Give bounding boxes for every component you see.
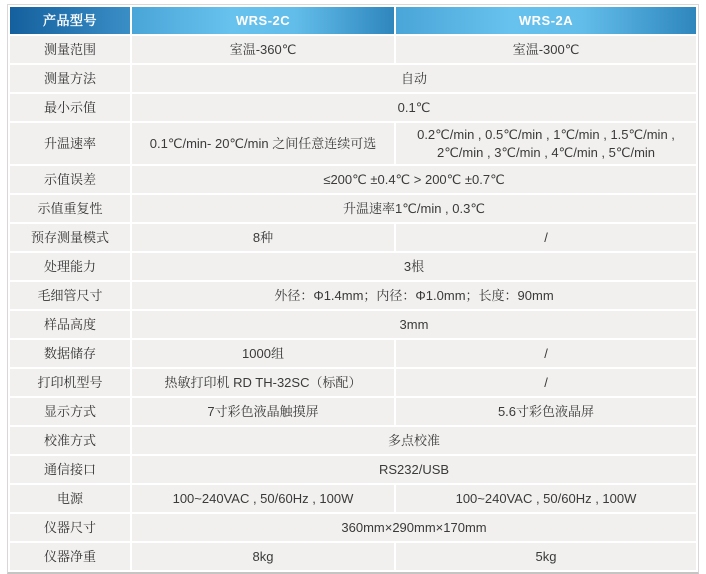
spec-value-both: RS232/USB (132, 456, 696, 483)
spec-value-both: 外径：Φ1.4mm；内径：Φ1.0mm；长度：90mm (132, 282, 696, 309)
spec-row-label: 样品高度 (10, 311, 130, 338)
spec-value-both: 3mm (132, 311, 696, 338)
spec-value-wrs-2a: 5.6寸彩色液晶屏 (396, 398, 696, 425)
spec-table-container (7, 4, 699, 574)
spec-row-label: 仪器净重 (10, 543, 130, 570)
spec-row (10, 369, 696, 396)
spec-value-wrs-2c: 热敏打印机 RD TH-32SC（标配） (132, 369, 394, 396)
spec-row (10, 253, 696, 280)
spec-row (10, 65, 696, 92)
spec-row (10, 427, 696, 454)
spec-row-label: 测量范围 (10, 36, 130, 63)
spec-value-wrs-2c: 8种 (132, 224, 394, 251)
spec-row (10, 340, 696, 367)
spec-row-label: 仪器尺寸 (10, 514, 130, 541)
spec-value-wrs-2c: 100~240VAC , 50/60Hz , 100W (132, 485, 394, 512)
spec-value-both: 多点校准 (132, 427, 696, 454)
spec-row-label: 校准方式 (10, 427, 130, 454)
spec-row-label: 示值误差 (10, 166, 130, 193)
spec-value-both: ≤200℃ ±0.4℃ > 200℃ ±0.7℃ (132, 166, 696, 193)
spec-value-both: 3根 (132, 253, 696, 280)
spec-row (10, 311, 696, 338)
header-wrs-2a: WRS-2A (396, 7, 696, 34)
spec-row-label: 升温速率 (10, 123, 130, 164)
spec-value-wrs-2c: 8kg (132, 543, 394, 570)
header-product-model: 产品型号 (10, 7, 130, 34)
spec-value-wrs-2a: 100~240VAC , 50/60Hz , 100W (396, 485, 696, 512)
spec-value-wrs-2c: 7寸彩色液晶触摸屏 (132, 398, 394, 425)
spec-row-label: 打印机型号 (10, 369, 130, 396)
spec-value-wrs-2a: / (396, 224, 696, 251)
header-row (10, 7, 696, 34)
header-wrs-2c: WRS-2C (132, 7, 394, 34)
spec-table-body (10, 36, 696, 570)
spec-value-both: 升温速率1℃/min , 0.3℃ (132, 195, 696, 222)
spec-row (10, 195, 696, 222)
spec-row (10, 456, 696, 483)
spec-row-label: 测量方法 (10, 65, 130, 92)
spec-row (10, 398, 696, 425)
spec-value-wrs-2a: 室温-300℃ (396, 36, 696, 63)
spec-row (10, 485, 696, 512)
spec-value-wrs-2a: 5kg (396, 543, 696, 570)
spec-value-both: 自动 (132, 65, 696, 92)
spec-row-label: 通信接口 (10, 456, 130, 483)
spec-value-wrs-2c: 1000组 (132, 340, 394, 367)
spec-value-both: 360mm×290mm×170mm (132, 514, 696, 541)
spec-row (10, 282, 696, 309)
spec-value-wrs-2a: 0.2℃/min , 0.5℃/min , 1℃/min , 1.5℃/min , 2℃/min , 3℃/min , 4℃/min , 5℃/min (396, 123, 696, 164)
spec-row (10, 224, 696, 251)
spec-row (10, 36, 696, 63)
spec-row (10, 123, 696, 164)
spec-value-wrs-2c: 0.1℃/min- 20℃/min 之间任意连续可选 (132, 123, 394, 164)
spec-row (10, 166, 696, 193)
spec-row-label: 预存测量模式 (10, 224, 130, 251)
spec-value-wrs-2a: / (396, 340, 696, 367)
spec-row-label: 电源 (10, 485, 130, 512)
product-spec-table (8, 5, 698, 572)
spec-row-label: 最小示值 (10, 94, 130, 121)
spec-row-label: 示值重复性 (10, 195, 130, 222)
spec-row-label: 显示方式 (10, 398, 130, 425)
spec-row-label: 毛细管尺寸 (10, 282, 130, 309)
spec-row (10, 543, 696, 570)
spec-value-wrs-2c: 室温-360℃ (132, 36, 394, 63)
spec-row-label: 数据储存 (10, 340, 130, 367)
spec-value-both: 0.1℃ (132, 94, 696, 121)
spec-value-wrs-2a: / (396, 369, 696, 396)
spec-row (10, 514, 696, 541)
spec-row (10, 94, 696, 121)
spec-row-label: 处理能力 (10, 253, 130, 280)
